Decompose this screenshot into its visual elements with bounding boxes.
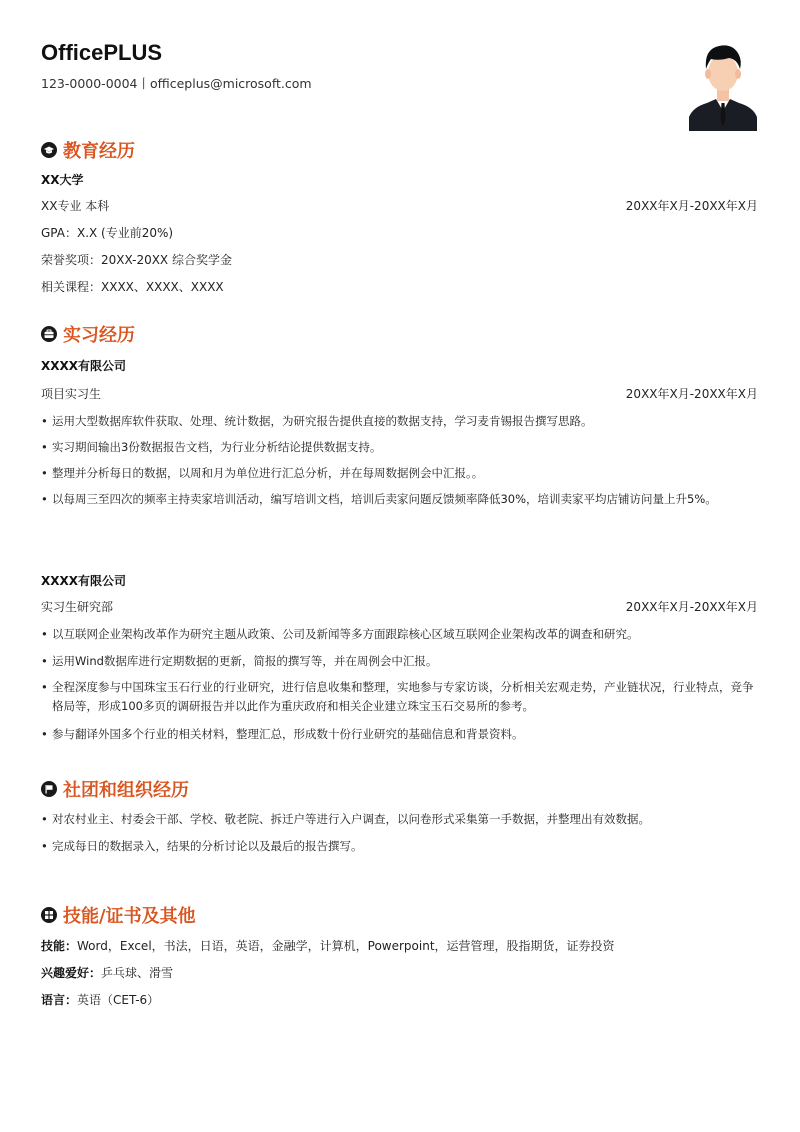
briefcase-icon <box>41 326 57 342</box>
hobbies-label: 兴趣爱好： <box>41 966 102 980</box>
honors: 荣誉奖项：20XX-20XX 综合奖学金 <box>41 253 232 267</box>
job-2-bullet-1: • 以互联网企业架构改革作为研究主题从政策、公司及新闻等多方面跟踪核心区域互联网企业架构改革的调查和研究。 <box>41 625 761 644</box>
hobbies-value: 乒乓球、滑雪 <box>101 966 174 980</box>
contact-info: 123-0000-0004丨officeplus@microsoft.com <box>41 76 312 91</box>
job-2-company: XXXX有限公司 <box>41 574 127 588</box>
club-bullet-2: • 完成每日的数据录入，结果的分析讨论以及最后的报告撰写。 <box>41 837 761 856</box>
avatar <box>689 41 757 131</box>
section-internship-header <box>41 322 135 346</box>
section-skills-header <box>41 903 196 927</box>
job-1-bullet-3: • 整理并分析每日的数据，以周和月为单位进行汇总分析，并在每周数据例会中汇报。。 <box>41 464 761 483</box>
job-1-bullet-1: • 运用大型数据库软件获取、处理、统计数据，为研究报告提供直接的数据支持，学习麦肯锡报告撰写思路。 <box>41 412 761 431</box>
flag-icon <box>41 781 57 797</box>
job-2-role: 实习生研究部 <box>41 600 114 614</box>
bullet-dot: • <box>41 466 48 480</box>
bullet-dot: • <box>41 654 48 668</box>
language-row <box>41 991 159 1009</box>
section-education-header <box>41 138 135 162</box>
skills-value: Word，Excel，书法，日语，英语，金融学，计算机，Powerpoint，运营管理，股指期货，证券投资 <box>77 939 615 953</box>
job-2-bullet-3: • 全程深度参与中国珠宝玉石行业的行业研究，进行信息收集和整理，实地参与专家访谈，分析相关宏观走势，产业链状况，行业特点，竞争格局等，形成100多页的调研报告并以此作为重庆政府和相关企业建立珠宝玉石交易所的参考。 <box>41 680 754 713</box>
bullet-dot: • <box>41 492 48 506</box>
skills-label: 技能： <box>41 939 78 953</box>
bullet-dot: • <box>41 680 48 694</box>
grid-icon <box>41 907 57 923</box>
section-title-internship: 实习经历 <box>63 325 135 346</box>
job-1-role: 项目实习生 <box>41 387 102 401</box>
section-title-education: 教育经历 <box>63 141 135 162</box>
bullet-dot: • <box>41 812 48 826</box>
section-clubs-header <box>41 777 189 801</box>
section-title-clubs: 社团和组织经历 <box>63 780 189 801</box>
job-1-bullet-4: • 以每周三至四次的频率主持卖家培训活动，编写培训文档，培训后卖家问题反馈频率降低30%，培训卖家平均店铺访问量上升5%。 <box>41 490 761 509</box>
major-degree: XX专业 本科 <box>41 199 110 213</box>
job-2-role-row <box>41 598 758 616</box>
skills-row <box>41 937 615 955</box>
job-1-company: XXXX有限公司 <box>41 359 127 373</box>
gpa: GPA：X.X (专业前20%) <box>41 226 174 240</box>
club-bullet-1: • 对农村业主、村委会干部、学校、敬老院、拆迁户等进行入户调查，以问卷形式采集第一手数据，并整理出有效数据。 <box>41 810 761 829</box>
education-major-row <box>41 197 758 215</box>
hobbies-row <box>41 964 173 982</box>
bullet-dot: • <box>41 727 48 741</box>
job-2-date: 20XX年X月-20XX年X月 <box>625 600 758 614</box>
education-date: 20XX年X月-20XX年X月 <box>625 199 758 213</box>
section-title-skills: 技能/证书及其他 <box>63 906 196 927</box>
job-2-bullet-4: • 参与翻译外国多个行业的相关材料，整理汇总，形成数十份行业研究的基础信息和背景资料。 <box>41 725 761 744</box>
bullet-dot: • <box>41 839 48 853</box>
job-1-bullet-2: • 实习期间输出3份数据报告文档，为行业分析结论提供数据支持。 <box>41 438 761 457</box>
graduation-cap-icon <box>41 142 57 158</box>
courses: 相关课程：XXXX、XXXX、XXXX <box>41 280 224 294</box>
job-1-date: 20XX年X月-20XX年X月 <box>625 387 758 401</box>
bullet-dot: • <box>41 440 48 454</box>
language-label: 语言： <box>41 993 78 1007</box>
school-name: XX大学 <box>41 173 84 187</box>
language-value: 英语（CET-6） <box>77 993 160 1007</box>
bullet-dot: • <box>41 414 48 428</box>
bullet-dot: • <box>41 627 48 641</box>
candidate-name: OfficePLUS <box>41 40 163 65</box>
job-2-bullet-2: • 运用Wind数据库进行定期数据的更新，简报的撰写等，并在周例会中汇报。 <box>41 652 761 671</box>
job-1-role-row <box>41 385 758 403</box>
